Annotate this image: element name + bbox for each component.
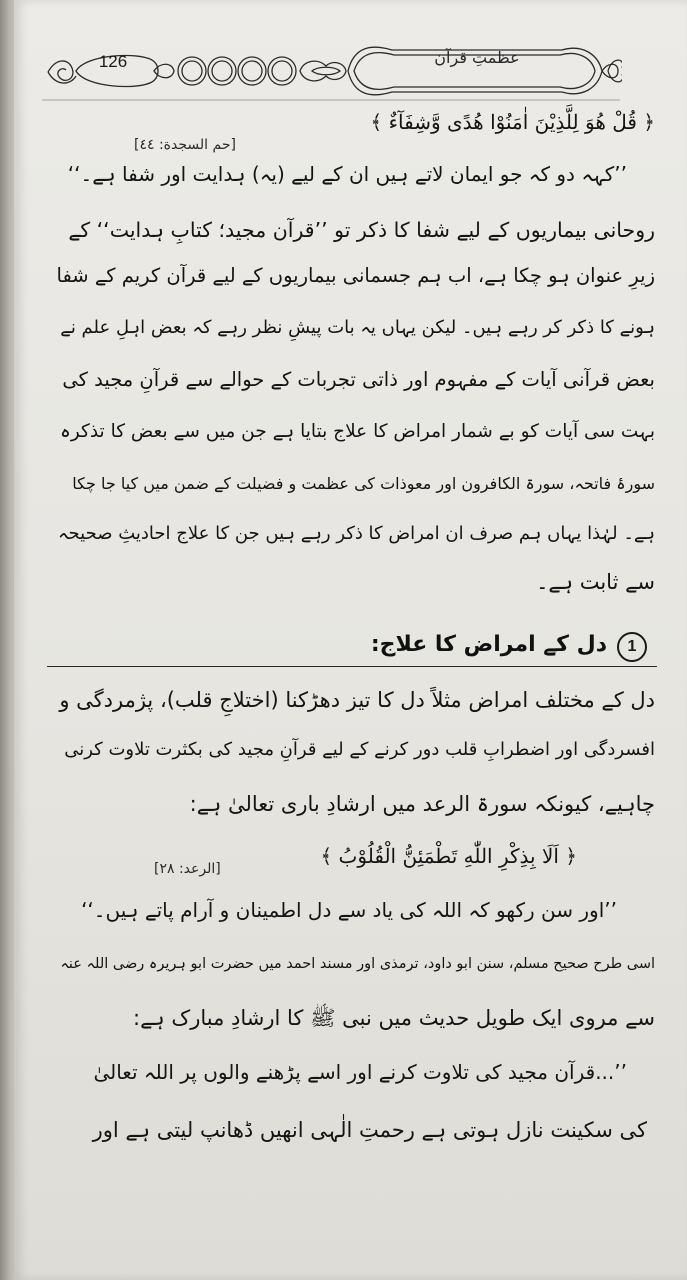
quran-verse-line bbox=[371, 108, 655, 136]
body-line: بہت سی آیات کو بے شمار امراض کا علاج بتایا ہے جن میں سے بعض کا تذکرہ bbox=[59, 421, 655, 442]
section-title: دل کے امراض کا علاج: bbox=[370, 632, 607, 657]
hadith-quote-line: ’’...قرآن مجید کی تلاوت کرنے اور اسے پڑھنے والوں پر اللہ تعالیٰ bbox=[93, 1060, 627, 1084]
quran-verse-arabic: ﴿ اَلَا بِذِكْرِ اللّٰهِ تَطْمَئِنُّ الْقُلُوْبُ ﴾ bbox=[320, 844, 577, 868]
verse-reference bbox=[134, 128, 236, 159]
body-line: سورۂ فاتحہ، سورۃ الکافرون اور معوذات کی عظمت و فضیلت کے ضمن میں کیا جا چکا bbox=[72, 474, 655, 493]
body-line: دل کے مختلف امراض مثلاً دل کا تیز دھڑکنا (اختلاجِ قلب)، پژمردگی و bbox=[59, 688, 655, 712]
heading-underline bbox=[47, 666, 657, 667]
body-line: اسی طرح صحیح مسلم، سنن ابو داود، ترمذی اور مسند احمد میں حضرت ابو ہریرہ رضی اللہ عنہ bbox=[60, 956, 655, 972]
book-page bbox=[14, 0, 687, 1280]
body-line: زیرِ عنوان ہو چکا ہے، اب ہم جسمانی بیماریوں کے لیے قرآن کریم کے شفا bbox=[56, 264, 655, 287]
hadith-quote-line: کی سکینت نازل ہوتی ہے رحمتِ الٰہی انھیں ڈھانپ لیتی ہے اور bbox=[92, 1118, 647, 1142]
body-line: افسردگی اور اضطرابِ قلب دور کرنے کے لیے قرآنِ مجید کی بکثرت تلاوت کرنی bbox=[64, 739, 655, 760]
translation-line: ’’کہہ دو کہ جو ایمان لاتے ہیں ان کے لیے (یہ) ہدایت اور شفا ہے۔‘‘ bbox=[67, 162, 627, 186]
section-number-badge: 1 bbox=[617, 632, 647, 662]
body-line: بعض قرآنی آیات کے مفہوم اور ذاتی تجربات کے حوالے سے قرآنِ مجید کی bbox=[62, 368, 655, 391]
body-line: ہے۔ لہٰذا یہاں ہم صرف ان امراض کا ذکر رہے ہیں جن کا علاج احادیثِ صحیحہ bbox=[58, 523, 655, 544]
running-title: عظمتِ قرآن bbox=[434, 48, 520, 67]
body-line: ہونے کا ذکر کر رہے ہیں۔ لیکن یہاں یہ بات پیشِ نظر رہے کہ بعض اہلِ علم نے bbox=[60, 317, 655, 338]
body-line: چاہیے، کیونکہ سورۃ الرعد میں ارشادِ باری تعالیٰ ہے: bbox=[189, 792, 655, 816]
section-heading bbox=[67, 628, 647, 668]
translation-line: ’’اور سن رکھو کہ اللہ کی یاد سے دل اطمینان و آرام پاتے ہیں۔‘‘ bbox=[81, 898, 617, 922]
body-line: سے ثابت ہے۔ bbox=[536, 570, 655, 594]
verse-reference-text: [الرعد: ٢٨] bbox=[154, 861, 221, 877]
body-line: سے مروی ایک طویل حدیث میں نبی ﷺ کا ارشادِ مبارک ہے: bbox=[133, 1006, 655, 1030]
page-number: 126 bbox=[98, 52, 128, 71]
body-line: روحانی بیماریوں کے لیے شفا کا ذکر تو ’’قرآن مجید؛ کتابِ ہدایت‘‘ کے bbox=[68, 218, 655, 242]
verse-reference bbox=[154, 852, 221, 883]
verse-reference-text: [حم السجدة: ٤٤] bbox=[134, 137, 236, 153]
quran-verse-line bbox=[320, 842, 577, 870]
page-header bbox=[42, 38, 622, 104]
quran-verse-arabic: ﴿ قُلْ هُوَ لِلَّذِيْنَ اٰمَنُوْا هُدًى وَّشِفَآءٌ ﴾ bbox=[370, 110, 655, 134]
